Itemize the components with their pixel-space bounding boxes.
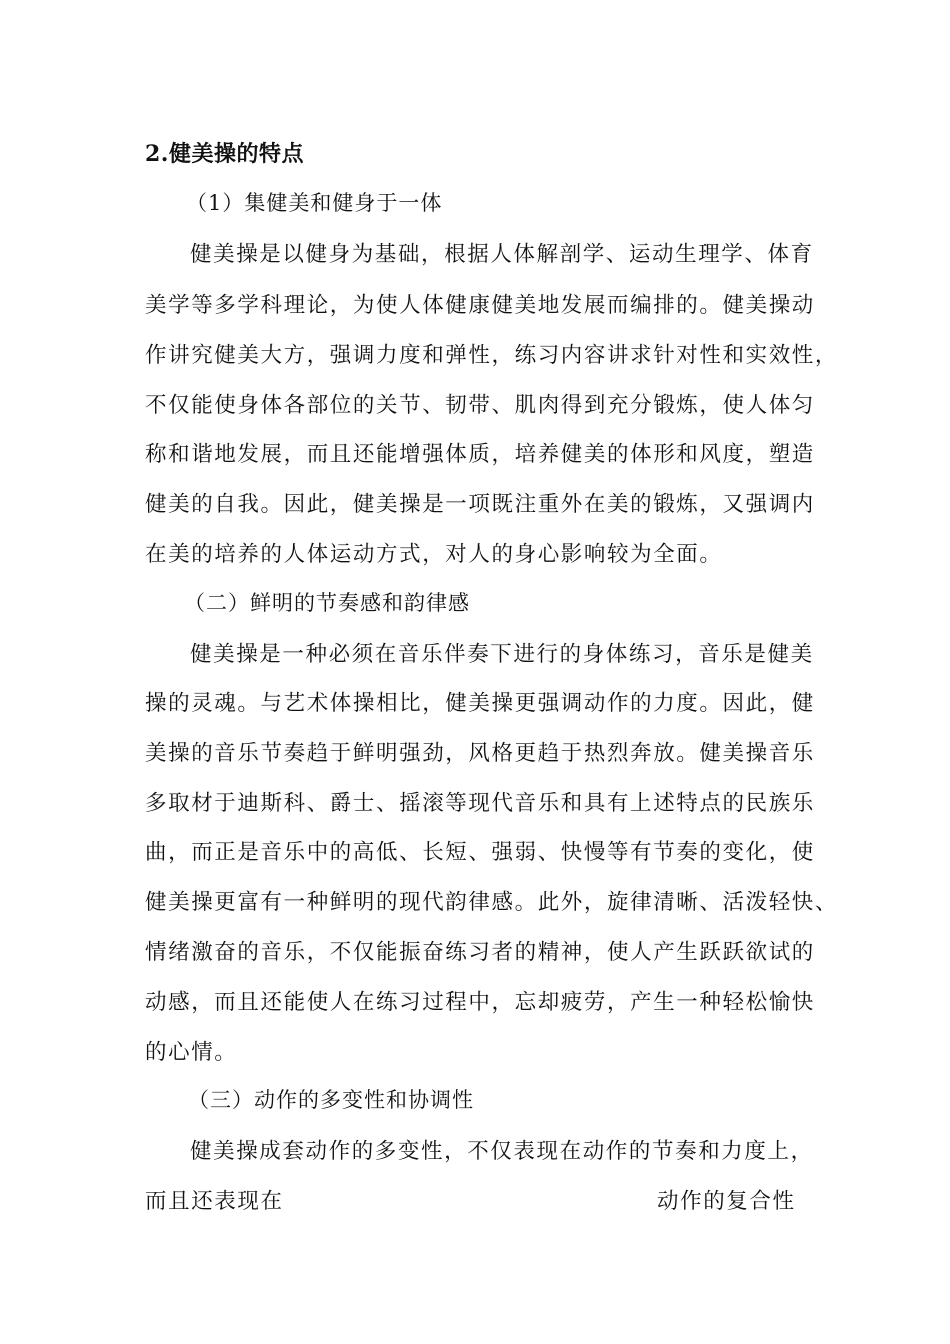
paragraph-line: 在美的培养的人体运动方式，对人的身心影响较为全面。 <box>145 542 723 567</box>
paragraph-line: 健美操更富有一种鲜明的现代韵律感。此外，旋律清晰、活泼轻快、 <box>145 890 839 915</box>
paragraph-line: 动感，而且还能使人在练习过程中，忘却疲劳，产生一种轻松愉快 <box>145 990 815 1015</box>
paragraph-line: 称和谐地发展，而且还能增强体质，培养健美的体形和风度，塑造 <box>145 442 815 467</box>
paragraph-line: 作讲究健美大方，强调力度和弹性，练习内容讲求针对性和实效性， <box>145 343 839 368</box>
paragraph-line: 健美操是以健身为基础，根据人体解剖学、运动生理学、体育 <box>190 242 814 267</box>
paragraph-line: 不仅能使身体各部位的关节、韧带、肌肉得到充分锻炼，使人体匀 <box>145 393 815 418</box>
subsection-title-2: （二）鲜明的节奏感和韵律感 <box>184 591 470 615</box>
subsection-title-3: （三）动作的多变性和协调性 <box>188 1088 474 1112</box>
paragraph-line: 健美操成套动作的多变性，不仅表现在动作的节奏和力度上， <box>190 1139 814 1164</box>
paragraph-line: 的心情。 <box>145 1040 238 1065</box>
paragraph-line: 曲，而正是音乐中的高低、长短、强弱、快慢等有节奏的变化，使 <box>145 840 815 865</box>
paragraph-line: 健美操是一种必须在音乐伴奏下进行的身体练习，音乐是健美 <box>190 642 814 667</box>
paragraph-line: 情绪激奋的音乐，不仅能振奋练习者的精神，使人产生跃跃欲试的 <box>145 940 815 965</box>
subsection-title-1: （1）集健美和健身于一体 <box>186 191 443 215</box>
paragraph-line: 多取材于迪斯科、爵士、摇滚等现代音乐和具有上述特点的民族乐 <box>145 791 815 816</box>
paragraph-line: 操的灵魂。与艺术体操相比，健美操更强调动作的力度。因此，健 <box>145 691 815 716</box>
paragraph-line: 美学等多学科理论，为使人体健康健美地发展而编排的。健美操动 <box>145 293 815 318</box>
paragraph-line: 美操的音乐节奏趋于鲜明强劲，风格更趋于热烈奔放。健美操音乐 <box>145 741 815 766</box>
paragraph-line: 健美的自我。因此，健美操是一项既注重外在美的锻炼，又强调内 <box>145 492 815 517</box>
paragraph-trailing-fragment: 动作的复合性 <box>657 1189 796 1214</box>
paragraph-line: 而且还表现在 <box>145 1189 284 1214</box>
section-heading: 2.健美操的特点 <box>145 141 304 167</box>
